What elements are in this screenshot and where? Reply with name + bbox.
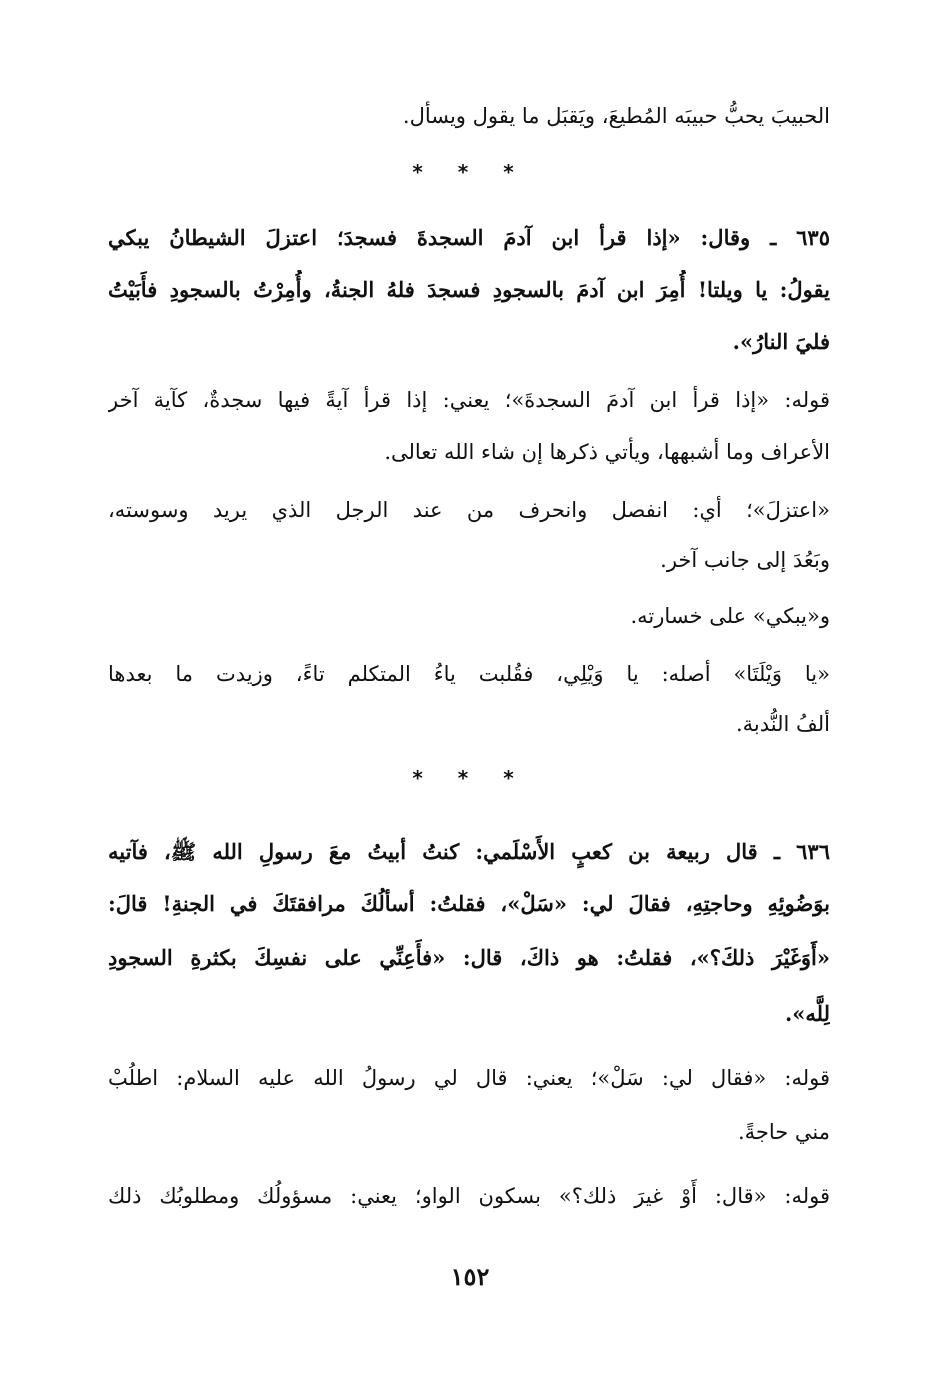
commentary-635-line-4: وبَعُدَ إلى جانب آخر.	[660, 548, 830, 572]
hadith-636-line-4: لِلَّه».	[784, 1001, 830, 1026]
commentary-636-line-1: قوله: «فقال لي: سَلْ»؛ يعني: قال لي رسولُ الله عليه السلام: اطلُبْ	[108, 1066, 830, 1090]
page-number: ١٥٢	[450, 1262, 490, 1291]
commentary-636-line-2: مني حاجةً.	[737, 1120, 830, 1144]
hadith-636-line-3: «أَوَغَيْرَ ذلكَ؟»، فقلتُ: هو ذاكَ، قال: «فأَعِنِّي على نفسِكَ بكثرةِ السجودِ	[108, 945, 830, 970]
commentary-635-line-1: قوله: «إذا قرأ ابن آدمَ السجدةَ»؛ يعني: إذا قرأ آيةً فيها سجدةٌ، كآية آخر	[108, 388, 830, 412]
hadith-636-line-2: بوَضُوئِهِ وحاجتِهِ، فقالَ لي: «سَلْ»، فقلتُ: أسألُكَ مرافقتَكَ في الجنةِ! قالَ:	[108, 891, 830, 916]
commentary-635-line-3: «اعتزلَ»؛ أي: انفصل وانحرف من عند الرجل الذي يريد وسوسته،	[108, 498, 830, 522]
commentary-635-line-5: و«يبكي» على خسارته.	[630, 604, 830, 628]
commentary-636-line-3: قوله: «قال: أَوْ غيرَ ذلك؟» بسكون الواو؛ يعني: مسؤولُك ومطلوبُك ذلك	[108, 1184, 830, 1208]
hadith-635-line-1: ٦٣٥ ـ وقال: «إذا قرأ ابن آدمَ السجدةَ فسجدَ؛ اعتزلَ الشيطانُ يبكي	[108, 225, 830, 250]
section-separator-2: * * *	[412, 766, 528, 790]
hadith-635-line-3: فليَ النارُ».	[732, 329, 830, 354]
commentary-635-line-6: «يا وَيْلَتَا» أصله: يا وَيْلِي، فقُلبت ياءُ المتكلم تاءً، وزيدت ما بعدها	[108, 662, 830, 686]
section-separator-1: * * *	[412, 160, 528, 184]
hadith-636-line-1: ٦٣٦ ـ قال ربيعة بن كعبٍ الأَسْلَمي: كنتُ أبيتُ معَ رسولِ الله ﷺ، فآتيه	[108, 839, 830, 864]
hadith-635-line-2: يقولُ: يا ويلتا! أُمِرَ ابن آدمَ بالسجودِ فسجدَ فلهُ الجنةُ، وأُمِرْتُ بالسجودِ فأَبَيْتُ	[108, 277, 830, 302]
commentary-635-line-2: الأعراف وما أشبهها، ويأتي ذكرها إن شاء الله تعالى.	[384, 440, 830, 464]
commentary-635-line-7: ألفُ النُّدبة.	[735, 712, 830, 736]
text-line-1: الحبيبَ يحبُّ حبيبَه المُطيعَ، ويَقبَل ما يقول ويسأل.	[402, 104, 830, 128]
